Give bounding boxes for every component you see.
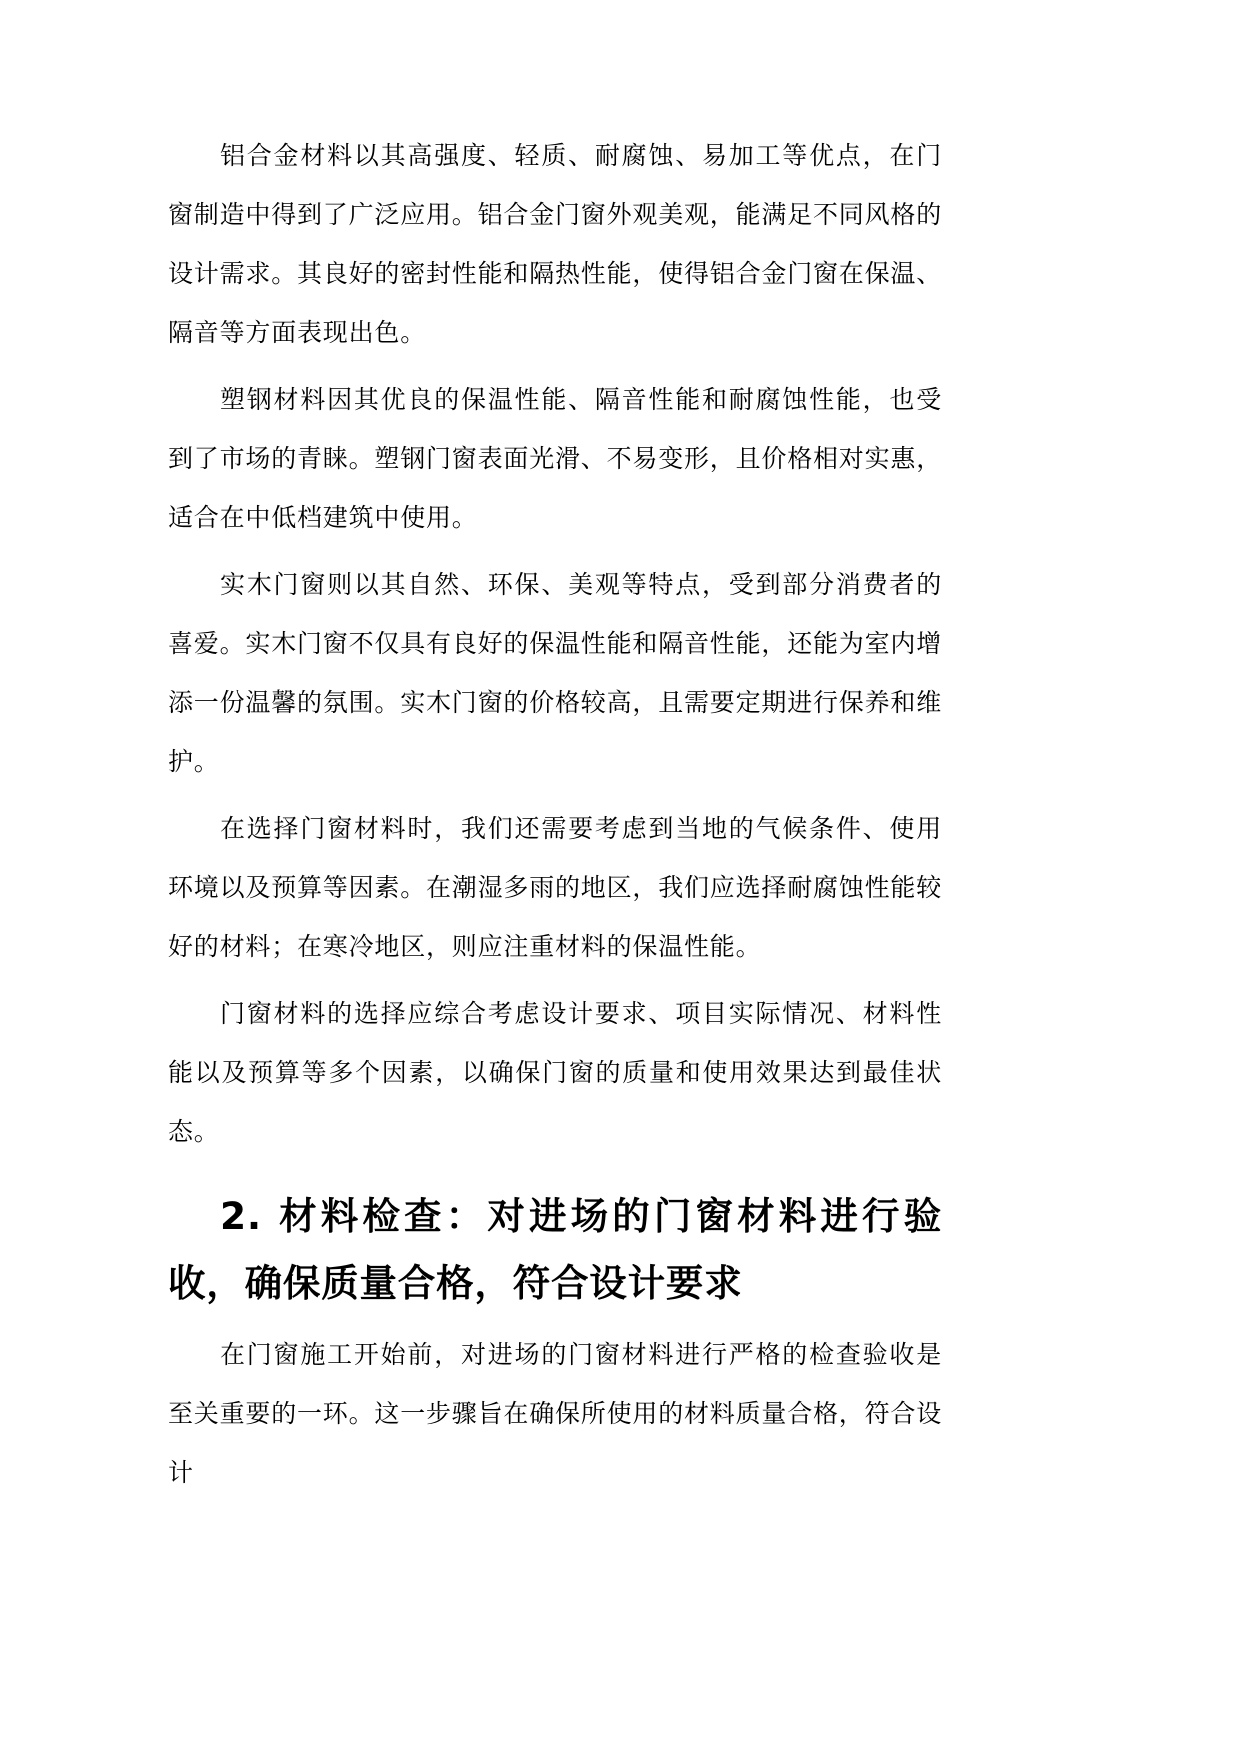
paragraph-inspection-intro: 在门窗施工开始前，对进场的门窗材料进行严格的检查验收是至关重要的一环。这一步骤旨在确保所使用的材料质量合格，符合设计 xyxy=(168,1340,943,1487)
document-page xyxy=(168,126,942,1510)
paragraph-selection-summary: 门窗材料的选择应综合考虑设计要求、项目实际情况、材料性能以及预算等多个因素，以确保门窗的质量和使用效果达到最佳状态。 xyxy=(168,999,942,1146)
paragraph-aluminum-alloy: 铝合金材料以其高强度、轻质、耐腐蚀、易加工等优点，在门窗制造中得到了广泛应用。铝合金门窗外观美观，能满足不同风格的设计需求。其良好的密封性能和隔热性能，使得铝合金门窗在保温、隔音等方面表现出色。 xyxy=(168,141,943,347)
paragraph-upvc: 塑钢材料因其优良的保温性能、隔音性能和耐腐蚀性能，也受到了市场的青睐。塑钢门窗表面光滑、不易变形，且价格相对实惠，适合在中低档建筑中使用。 xyxy=(168,385,943,532)
paragraph-solid-wood: 实木门窗则以其自然、环保、美观等特点，受到部分消费者的喜爱。实木门窗不仅具有良好的保温性能和隔音性能，还能为室内增添一份温馨的氛围。实木门窗的价格较高，且需要定期进行保养和维护。 xyxy=(168,570,943,776)
paragraph-selection-factors: 在选择门窗材料时，我们还需要考虑到当地的气候条件、使用环境以及预算等因素。在潮湿多雨的地区，我们应选择耐腐蚀性能较好的材料；在寒冷地区，则应注重材料的保温性能。 xyxy=(168,814,943,961)
section-heading-material-inspection: 2. 材料检查：对进场的门窗材料进行验收，确保质量合格，符合设计要求 xyxy=(168,1194,942,1305)
